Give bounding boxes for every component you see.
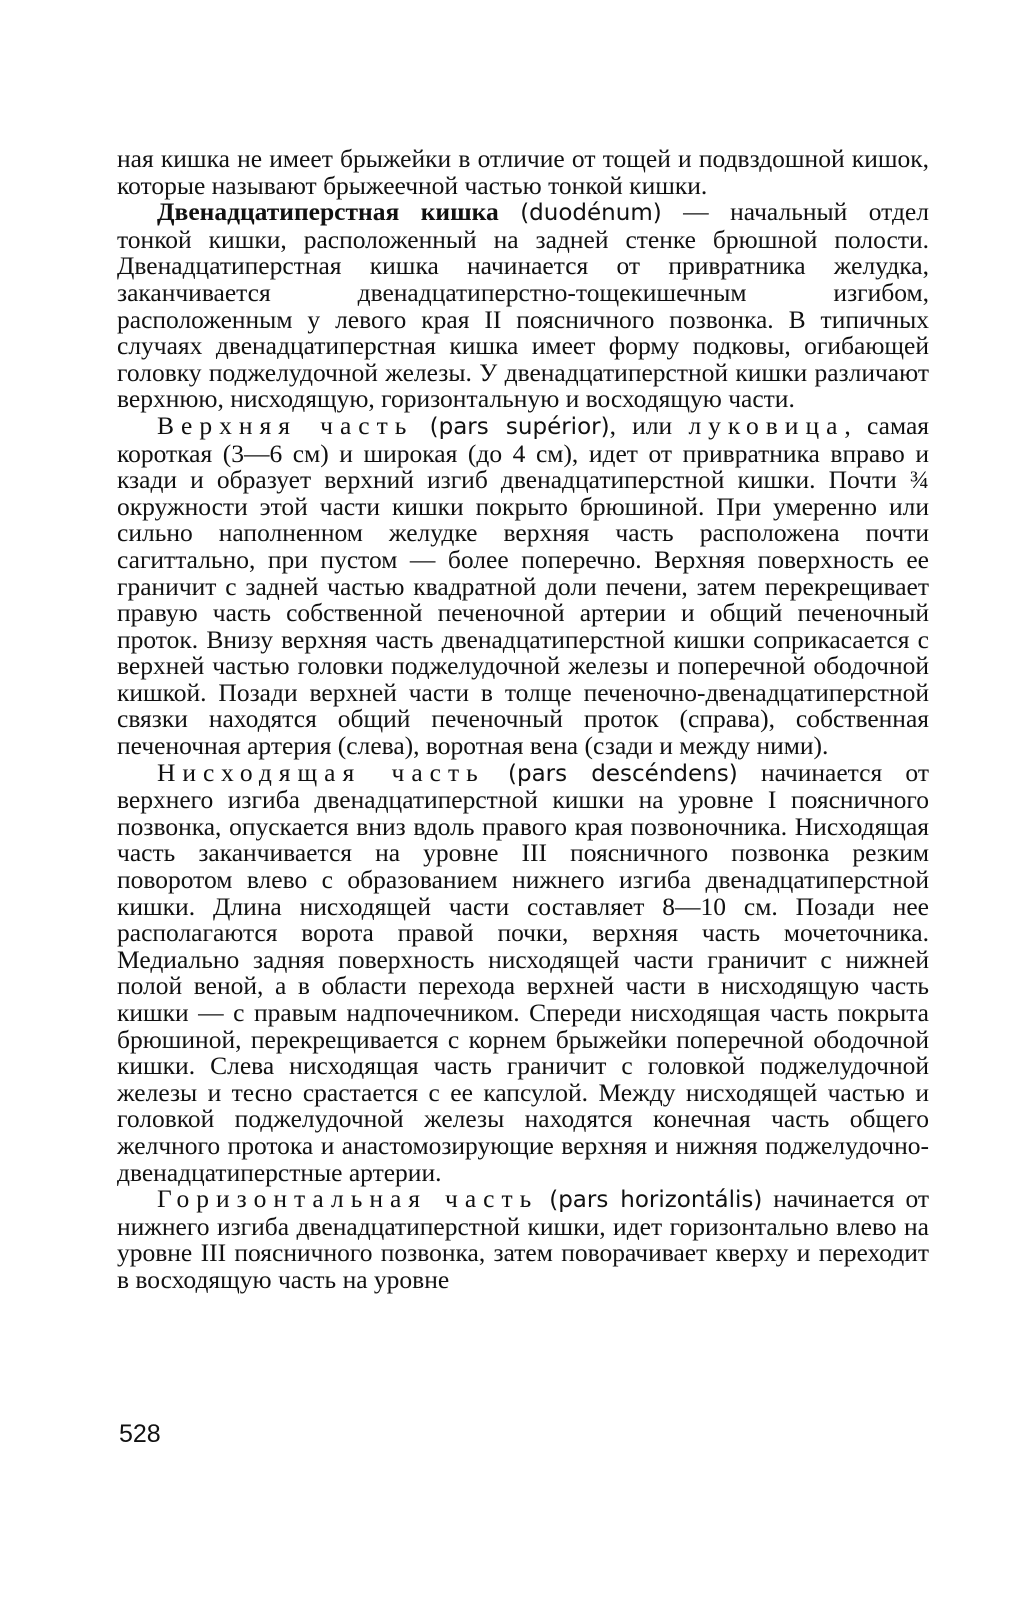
paragraph-superior-part xyxy=(117,410,929,761)
paragraph-text: ная кишка не имеет брыжейки в отличие от тощей и подвздошной кишок, которые называют брыжеечной частью тонкой кишки. xyxy=(117,144,929,200)
latin-term: (pars horizontális) xyxy=(549,1187,763,1214)
latin-term: (pars descéndens) xyxy=(508,760,738,787)
paragraph-text: начинается от нижнего изгиба двенадцатиперстной кишки, идет горизонтально влево на уровне III поясничного позвонка, затем поворачивает кверху и переходит в восходящую часть на уровне xyxy=(117,1184,930,1294)
page-body xyxy=(117,146,929,1294)
paragraph-text: — начальный отдел тонкой кишки, расположенный на задней стенке брюшной полости. Двенадцатиперстная кишка начинается от привратника желудка, заканчивается двенадцатиперстно-тощекишечным изгибом, расположенным у левого края II поясничного позвонка. В типичных случаях двенадцатиперстная кишка имеет форму подковы, огибающей головку поджелудочной железы. У двенадцатиперстной кишки различают верхнюю, нисходящую, горизонтальную и восходящую части. xyxy=(117,197,929,414)
paragraph-continuation xyxy=(117,146,929,199)
paragraph-descending-part xyxy=(117,757,929,1187)
latin-term: (duodénum) xyxy=(520,200,662,227)
term-heading: Верхняя часть xyxy=(157,410,414,440)
paragraph-text: начинается от верхнего изгиба двенадцатиперстной кишки на уровне I поясничного позвонка, опускается вниз вдоль правого края позвоночника. Нисходящая часть заканчивается на уровне III поясничного позвонка резким поворотом влево с образованием нижнего изгиба двенадцатиперстной кишки. Длина нисходящей части составляет 8—10 см. Позади нее располагаются ворота правой почки, верхняя часть мочеточника. Медиально задняя поверхность нисходящей части граничит с нижней полой веной, а в области перехода верхней части в нисходящую часть кишки — с правым надпочечником. Спереди нисходящая часть покрыта брюшиной, перекрещивается с корнем брыжейки поперечной ободочной кишки. Слева нисходящая часть граничит с головкой поджелудочной железы и тесно срастается с ее капсулой. Между нисходящей частью и головкой поджелудочной железы находятся конечная часть общего желчного протока и анастомозирующие верхняя и нижняя поджелудочно-двенадцатиперстные артерии. xyxy=(117,757,929,1187)
paragraph-duodenum xyxy=(117,199,929,413)
term-heading: Нисходящая часть xyxy=(157,757,485,787)
latin-term: (pars supérior) xyxy=(429,413,610,440)
term-heading-alt: луковица xyxy=(688,410,845,440)
term-heading: Горизонтальная часть xyxy=(157,1184,539,1214)
paragraph-text: , самая короткая (3—6 см) и широкая (до 4 см), идет от привратника вправо и кзади и образует верхний изгиб двенадцатиперстной кишки. Почти ¾ окружности этой части кишки покрыто брюшиной. При умеренно или сильно наполненном желудке верхняя часть расположена почти сагиттально, при пустом — более поперечно. Верхняя поверхность ее граничит с задней частью квадратной доли печени, затем перекрещивает правую часть собственной печеночной артерии и общий печеночный проток. Внизу верхняя часть двенадцатиперстной кишки соприкасается с верхней частью головки поджелудочной железы и поперечной ободочной кишкой. Позади верхней части в толще печеночно-двенадцатиперстной связки находятся общий печеночный проток (справа), собственная печеночная артерия (слева), воротная вена (сзади и между ними). xyxy=(117,410,929,761)
paragraph-text: , или xyxy=(609,410,689,440)
term-heading: Двенадцатиперстная кишка xyxy=(157,197,499,227)
paragraph-horizontal-part xyxy=(117,1186,929,1293)
page-number: 528 xyxy=(119,1420,161,1448)
